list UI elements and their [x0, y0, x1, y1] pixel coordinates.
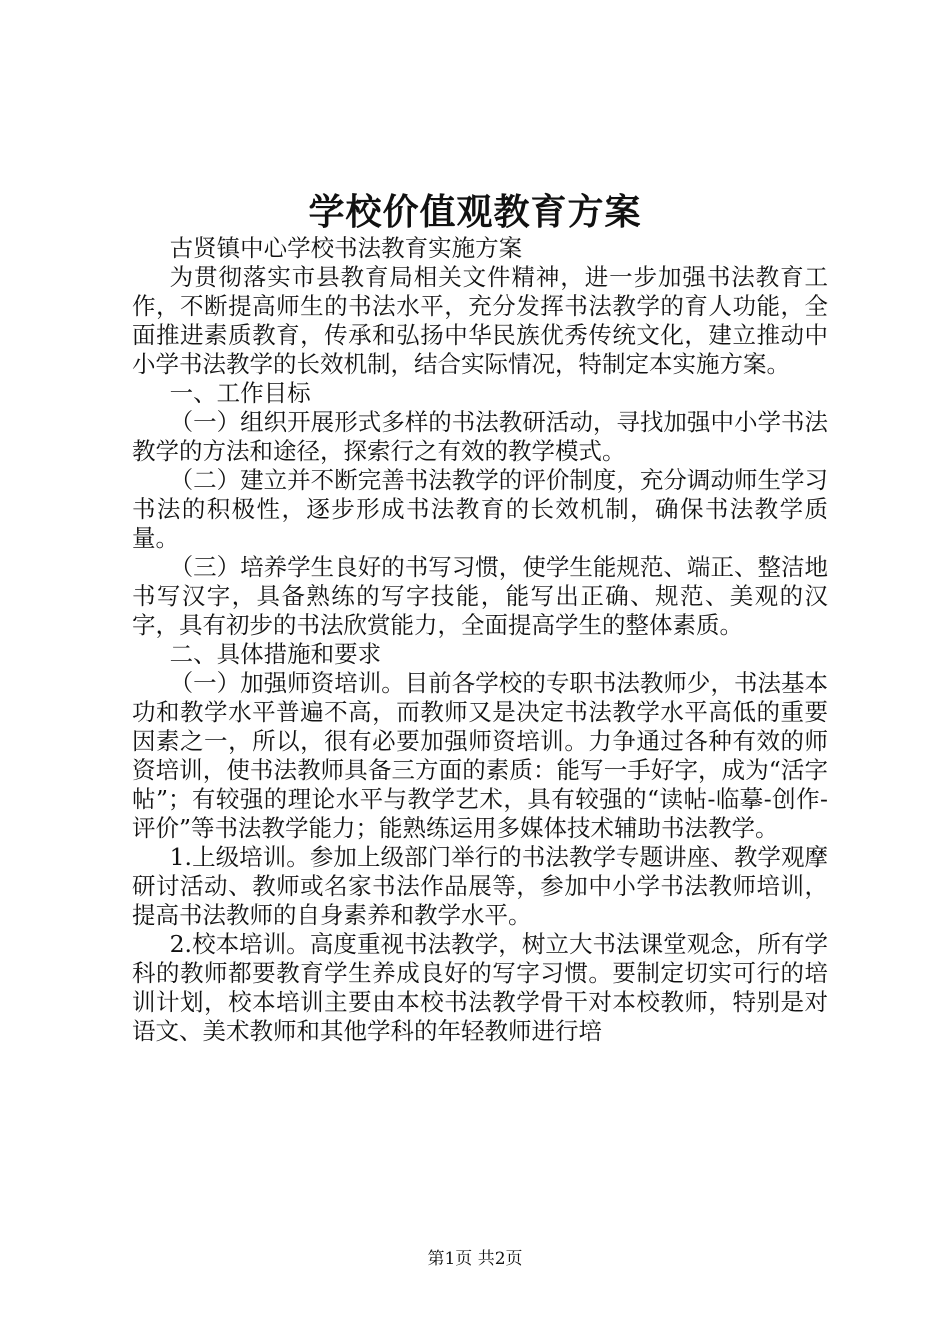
page-footer: 第1页 共2页 — [427, 1249, 523, 1269]
paragraph-goal-2: （二）建立并不断完善书法教学的评价制度，充分调动师生学习书法的积极性，逐步形成书法教育的长效机制，确保书法教学质量。 — [132, 466, 828, 552]
paragraph-goal-3: （三）培养学生良好的书写习惯，使学生能规范、端正、整洁地书写汉字，具备熟练的写字技能，能写出正确、规范、美观的汉字，具有初步的书法欣赏能力，全面提高学生的整体素质。 — [132, 553, 828, 639]
paragraph-training-2: 2.校本培训。高度重视书法教学，树立大书法课堂观念，所有学科的教师都要教育学生养成良好的写字习惯。要制定切实可行的培训计划，校本培训主要由本校书法教学骨干对本校教师，特别是对语文、美术教师和其他学科的年轻教师进行培 — [132, 930, 828, 1045]
document-body — [132, 234, 828, 1046]
paragraph-subtitle: 古贤镇中心学校书法教育实施方案 — [169, 234, 523, 262]
heading-measures: 二、具体措施和要求 — [169, 640, 382, 668]
document-title: 学校价值观教育方案 — [308, 191, 642, 233]
paragraph-measure-1: （一）加强师资培训。目前各学校的专职书法教师少，书法基本功和教学水平普遍不高，而教师又是决定书法教学水平高低的重要因素之一，所以，很有必要加强师资培训。力争通过各种有效的师资培训，使书法教师具备三方面的素质：能写一手好字，成为“活字帖”；有较强的理论水平与教学艺术，具有较强的“读帖-临摹-创作-评价”等书法教学能力；能熟练运用多媒体技术辅助书法教学。 — [132, 669, 828, 842]
paragraph-goal-1: （一）组织开展形式多样的书法教研活动，寻找加强中小学书法教学的方法和途径，探索行之有效的教学模式。 — [132, 408, 828, 465]
paragraph-training-1: 1.上级培训。参加上级部门举行的书法教学专题讲座、教学观摩研讨活动、教师或名家书法作品展等，参加中小学书法教师培训，提高书法教师的自身素养和教学水平。 — [132, 843, 828, 929]
paragraph-intro: 为贯彻落实市县教育局相关文件精神，进一步加强书法教育工作，不断提高师生的书法水平，充分发挥书法教学的育人功能，全面推进素质教育，传承和弘扬中华民族优秀传统文化，建立推动中小学书法教学的长效机制，结合实际情况，特制定本实施方案。 — [132, 263, 828, 378]
heading-work-goals: 一、工作目标 — [169, 379, 311, 407]
